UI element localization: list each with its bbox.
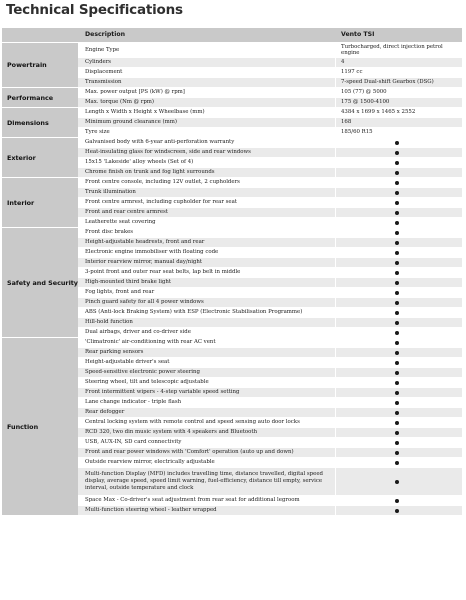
bullet-icon — [395, 401, 399, 405]
section-label: Exterior — [2, 138, 78, 178]
row-value: 1197 cc — [341, 69, 363, 76]
row-standard-dot — [336, 438, 462, 447]
bullet-icon — [395, 221, 399, 225]
row-description: Interior rearview mirror, manual day/night — [78, 258, 336, 267]
bullet-icon — [395, 301, 399, 305]
row-description: Pinch guard safety for all 4 power windows — [78, 298, 336, 307]
row-description: RCD 320, two din music system with 4 speakers and Bluetooth — [78, 428, 336, 437]
section-dimensions — [2, 108, 462, 138]
section-label: Interior — [2, 178, 78, 228]
row-description: Height-adjustable headrests, front and rear — [78, 238, 336, 247]
row-standard-dot — [336, 388, 462, 397]
section-label: Performance — [2, 88, 78, 108]
table-row — [78, 268, 462, 278]
row-standard-dot — [336, 248, 462, 257]
row-standard-dot — [336, 268, 462, 277]
row-description: Lane change indicator - triple flash — [78, 398, 336, 407]
table-row — [78, 398, 462, 408]
row-description: Outside rearview mirror, electrically adjustable — [78, 458, 336, 467]
row-value: 4 — [336, 58, 462, 67]
bullet-icon — [395, 271, 399, 275]
row-standard-dot — [336, 496, 462, 505]
table-row — [78, 138, 462, 148]
section-rows — [78, 228, 462, 338]
bullet-icon — [395, 331, 399, 335]
row-standard-dot — [336, 308, 462, 317]
row-standard-dot — [336, 368, 462, 377]
row-value: Turbocharged, direct injection petrol engine — [341, 43, 443, 56]
row-standard-dot — [336, 228, 462, 237]
table-row — [78, 496, 462, 506]
table-row — [78, 228, 462, 238]
bullet-icon — [395, 311, 399, 315]
table-row — [78, 198, 462, 208]
section-performance — [2, 88, 462, 108]
row-value: 185/60 R15 — [341, 129, 373, 136]
row-description: Heat-insulating glass for windscreen, side and rear windows — [78, 148, 336, 157]
table-row — [78, 78, 462, 88]
bullet-icon — [395, 251, 399, 255]
header-variant: Vento TSI — [341, 31, 375, 38]
section-rows — [78, 338, 462, 516]
section-rows — [78, 108, 462, 138]
section-label: Safety and Security — [2, 228, 78, 338]
section-exterior — [2, 138, 462, 178]
row-description: Chrome finish on trunk and fog light surrounds — [78, 168, 336, 177]
bullet-icon — [395, 509, 399, 513]
table-row — [78, 108, 462, 118]
row-standard-dot — [336, 198, 462, 207]
row-standard-dot — [336, 258, 462, 267]
section-label: Dimensions — [2, 108, 78, 138]
bullet-icon — [395, 499, 399, 503]
table-row — [78, 378, 462, 388]
row-description: Space Max - Co-driver's seat adjustment from rear seat for additional legroom — [78, 496, 336, 505]
bullet-icon — [395, 321, 399, 325]
bullet-icon — [395, 371, 399, 375]
row-value: 105 (77) @ 5000 — [341, 89, 387, 96]
row-description: Max. torque (Nm @ rpm) — [78, 98, 336, 107]
table-row — [78, 388, 462, 398]
table-row — [78, 418, 462, 428]
row-standard-dot — [336, 338, 462, 347]
row-standard-dot — [336, 358, 462, 367]
table-row — [78, 408, 462, 418]
row-description: Front intermittent wipers - 4-step variable speed setting — [78, 388, 336, 397]
table-row — [78, 58, 462, 68]
row-description: Engine Type — [78, 43, 336, 57]
table-body — [2, 43, 462, 516]
row-description: 15x15 'Lakeside' alloy wheels (Set of 4) — [78, 158, 336, 167]
row-description: Fog lights, front and rear — [78, 288, 336, 297]
section-powertrain — [2, 43, 462, 88]
bullet-icon — [395, 361, 399, 365]
row-description: Electronic engine immobiliser with floating code — [78, 248, 336, 257]
table-row — [78, 208, 462, 218]
row-description: Transmission — [78, 78, 336, 87]
bullet-icon — [395, 411, 399, 415]
section-rows — [78, 178, 462, 228]
row-standard-dot — [336, 408, 462, 417]
section-label: Function — [2, 338, 78, 516]
section-label: Powertrain — [2, 43, 78, 88]
row-description: USB, AUX-IN, SD card connectivity — [78, 438, 336, 447]
section-safety-and-security — [2, 228, 462, 338]
row-standard-dot — [336, 138, 462, 147]
bullet-icon — [395, 171, 399, 175]
table-row — [78, 506, 462, 516]
row-standard-dot — [336, 218, 462, 227]
row-description: Multi-function steering wheel - leather wrapped — [78, 506, 336, 515]
bullet-icon — [395, 281, 399, 285]
row-description: Front and rear power windows with 'Comfort' operation (auto up and down) — [78, 448, 336, 457]
row-value: 4384 x 1699 x 1465 x 2552 — [341, 109, 416, 116]
table-row — [78, 218, 462, 228]
bullet-icon — [395, 480, 399, 484]
row-description: Galvanised body with 6-year anti-perforation warranty — [78, 138, 336, 147]
bullet-icon — [395, 391, 399, 395]
bullet-icon — [395, 211, 399, 215]
row-description: Rear defogger — [78, 408, 336, 417]
table-row — [78, 128, 462, 138]
table-row — [78, 338, 462, 348]
table-row — [78, 258, 462, 268]
table-row — [78, 148, 462, 158]
bullet-icon — [395, 191, 399, 195]
row-standard-dot — [336, 208, 462, 217]
bullet-icon — [395, 461, 399, 465]
table-row — [78, 368, 462, 378]
table-row — [78, 68, 462, 78]
bullet-icon — [395, 421, 399, 425]
table-row — [78, 248, 462, 258]
row-description: Central locking system with remote control and speed sensing auto door locks — [78, 418, 336, 427]
table-row — [78, 178, 462, 188]
row-standard-dot — [336, 278, 462, 287]
table-header — [2, 28, 462, 43]
bullet-icon — [395, 261, 399, 265]
row-standard-dot — [336, 378, 462, 387]
row-description: Steering wheel, tilt and telescopic adjustable — [78, 378, 336, 387]
bullet-icon — [395, 181, 399, 185]
bullet-icon — [395, 341, 399, 345]
row-standard-dot — [336, 428, 462, 437]
row-description: Height-adjustable driver's seat — [78, 358, 336, 367]
bullet-icon — [395, 141, 399, 145]
bullet-icon — [395, 231, 399, 235]
row-standard-dot — [336, 506, 462, 515]
table-row — [78, 348, 462, 358]
table-row — [78, 438, 462, 448]
table-row — [78, 238, 462, 248]
table-row — [78, 168, 462, 178]
spec-table — [2, 28, 462, 516]
table-row — [78, 468, 462, 496]
row-standard-dot — [336, 448, 462, 457]
row-description: Speed-sensitive electronic power steering — [78, 368, 336, 377]
section-rows — [78, 88, 462, 108]
table-row — [78, 328, 462, 338]
header-category-cell — [2, 28, 78, 42]
table-row — [78, 158, 462, 168]
row-description: Rear parking sensors — [78, 348, 336, 357]
table-row — [78, 188, 462, 198]
row-description: Hill-hold function — [78, 318, 336, 327]
page-title: Technical Specifications — [6, 2, 183, 18]
row-description: Minimum ground clearance (mm) — [78, 118, 336, 127]
table-row — [78, 428, 462, 438]
row-standard-dot — [336, 298, 462, 307]
row-description: Tyre size — [78, 128, 336, 137]
section-rows — [78, 138, 462, 178]
row-description: Front and rear centre armrest — [78, 208, 336, 217]
row-value: 7-speed Dual-shift Gearbox (DSG) — [336, 78, 462, 87]
row-standard-dot — [336, 318, 462, 327]
row-description: Dual airbags, driver and co-driver side — [78, 328, 336, 337]
row-description: Front centre armrest, including cupholder for rear seat — [78, 198, 336, 207]
row-description: High-mounted third brake light — [78, 278, 336, 287]
table-row — [78, 278, 462, 288]
section-function — [2, 338, 462, 516]
row-standard-dot — [336, 178, 462, 187]
row-value: 168 — [336, 118, 462, 127]
table-row — [78, 118, 462, 128]
row-standard-dot — [336, 328, 462, 337]
row-description: Displacement — [78, 68, 336, 77]
row-standard-dot — [336, 458, 462, 467]
row-standard-dot — [336, 148, 462, 157]
row-standard-dot — [336, 418, 462, 427]
row-description: Trunk illumination — [78, 188, 336, 197]
row-description: Cylinders — [78, 58, 336, 67]
section-rows — [78, 43, 462, 88]
table-row — [78, 318, 462, 328]
bullet-icon — [395, 381, 399, 385]
table-row — [78, 88, 462, 98]
table-row — [78, 43, 462, 58]
row-standard-dot — [336, 188, 462, 197]
table-row — [78, 308, 462, 318]
bullet-icon — [395, 201, 399, 205]
bullet-icon — [395, 451, 399, 455]
table-row — [78, 358, 462, 368]
row-value: 175 @ 1500-4100 — [336, 98, 462, 107]
row-standard-dot — [336, 168, 462, 177]
row-description: ABS (Anti-lock Braking System) with ESP (Electronic Stabilisation Programme) — [78, 308, 336, 317]
row-description: Max. power output [PS (kW) @ rpm] — [78, 88, 336, 97]
row-description: 3-point front and outer rear seat belts, lap belt in middle — [78, 268, 336, 277]
table-row — [78, 288, 462, 298]
row-description: 'Climatronic' air-conditioning with rear AC vent — [78, 338, 336, 347]
table-row — [78, 98, 462, 108]
row-standard-dot — [336, 348, 462, 357]
row-standard-dot — [336, 158, 462, 167]
section-interior — [2, 178, 462, 228]
row-standard-dot — [336, 288, 462, 297]
row-standard-dot — [336, 468, 462, 495]
table-row — [78, 298, 462, 308]
header-description: Description — [85, 31, 126, 38]
table-row — [78, 458, 462, 468]
bullet-icon — [395, 431, 399, 435]
row-standard-dot — [336, 238, 462, 247]
bullet-icon — [395, 351, 399, 355]
row-description: Front disc brakes — [78, 228, 336, 237]
row-description: Leatherette seat covering — [78, 218, 336, 227]
bullet-icon — [395, 441, 399, 445]
row-description: Length x Width x Height x Wheelbase (mm) — [78, 108, 336, 117]
bullet-icon — [395, 151, 399, 155]
bullet-icon — [395, 241, 399, 245]
table-row — [78, 448, 462, 458]
row-description: Multi-function Display (MFD) includes travelling time, distance travelled, digital speed display, average speed, speed limit warning, fuel-efficiency, distance till empty, service interval, outside temperature and clock — [78, 468, 336, 495]
bullet-icon — [395, 291, 399, 295]
row-standard-dot — [336, 398, 462, 407]
bullet-icon — [395, 161, 399, 165]
row-description: Front centre console, including 12V outlet, 2 cupholders — [78, 178, 336, 187]
